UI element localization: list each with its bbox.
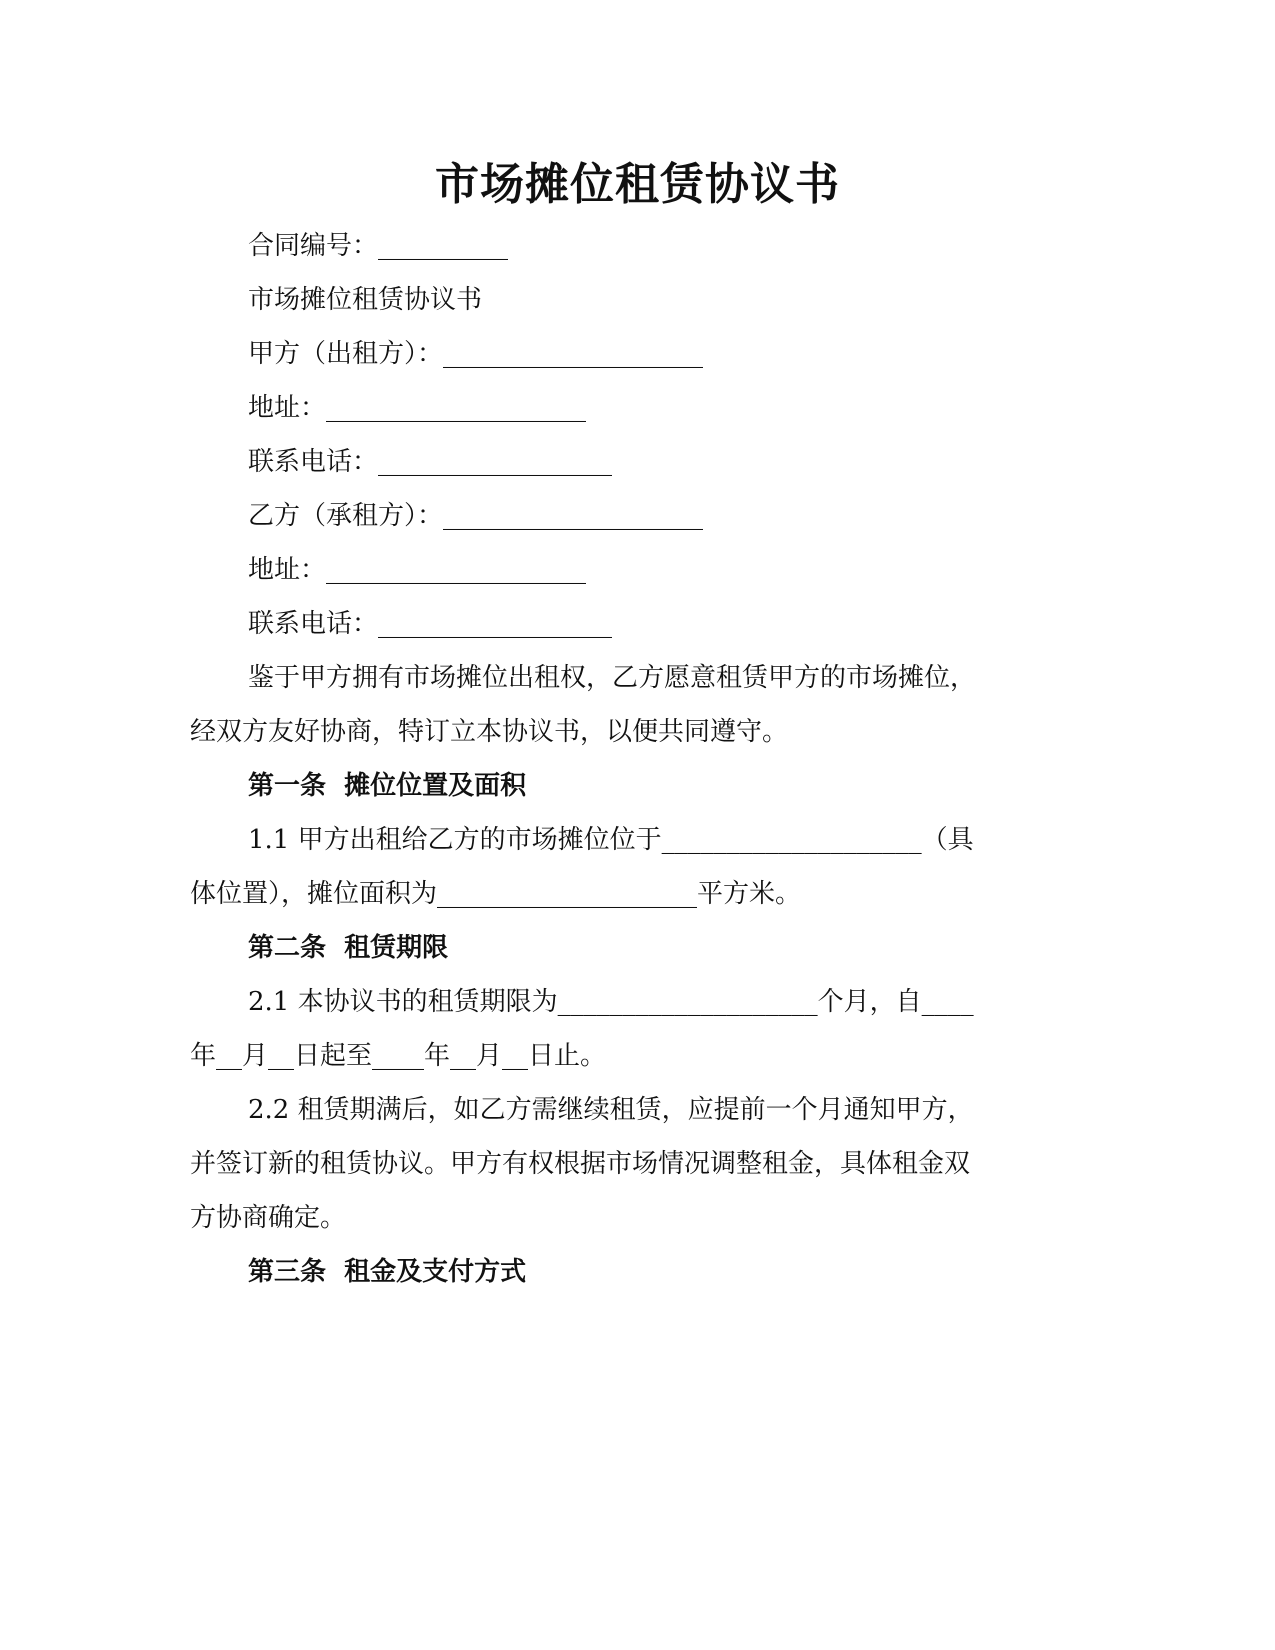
party-b-line: 乙方（承租方）：____________________ (248, 501, 704, 531)
preamble-line-2: 经双方友好协商，特订立本协议书，以便共同遵守。 (190, 717, 789, 747)
contract-number-line: 合同编号：__________ (248, 231, 509, 261)
clause-2-2-line-1: 2.2 租赁期满后，如乙方需继续租赁，应提前一个月通知甲方， (248, 1095, 974, 1125)
subtitle-line: 市场摊位租赁协议书 (248, 285, 483, 315)
clause-2-1-line-1: 2.1 本协议书的租赁期限为____________________个月，自____ (248, 987, 974, 1017)
document-title: 市场摊位租赁协议书 (435, 159, 840, 210)
clause-2-2-line-2: 并签订新的租赁协议。甲方有权根据市场情况调整租金，具体租金双 (190, 1149, 971, 1179)
party-a-address-line: 地址：____________________ (248, 393, 587, 423)
party-b-address-line: 地址：____________________ (248, 555, 587, 585)
clause-1-1-line-1: 1.1 甲方出租给乙方的市场摊位位于____________________（具 (248, 825, 974, 855)
article-1-heading: 第一条 摊位位置及面积 (248, 771, 527, 801)
article-3-heading: 第三条 租金及支付方式 (248, 1257, 527, 1287)
clause-2-1-line-2: 年__月__日起至____年__月__日止。 (190, 1041, 607, 1071)
preamble-line-1: 鉴于甲方拥有市场摊位出租权，乙方愿意租赁甲方的市场摊位， (248, 663, 977, 693)
clause-2-2-line-3: 方协商确定。 (190, 1203, 347, 1233)
party-b-phone-line: 联系电话：__________________ (248, 609, 613, 639)
party-a-line: 甲方（出租方）：____________________ (248, 339, 704, 369)
party-a-phone-line: 联系电话：__________________ (248, 447, 613, 477)
article-2-heading: 第二条 租赁期限 (248, 933, 449, 963)
clause-1-1-line-2: 体位置），摊位面积为____________________平方米。 (190, 879, 802, 909)
